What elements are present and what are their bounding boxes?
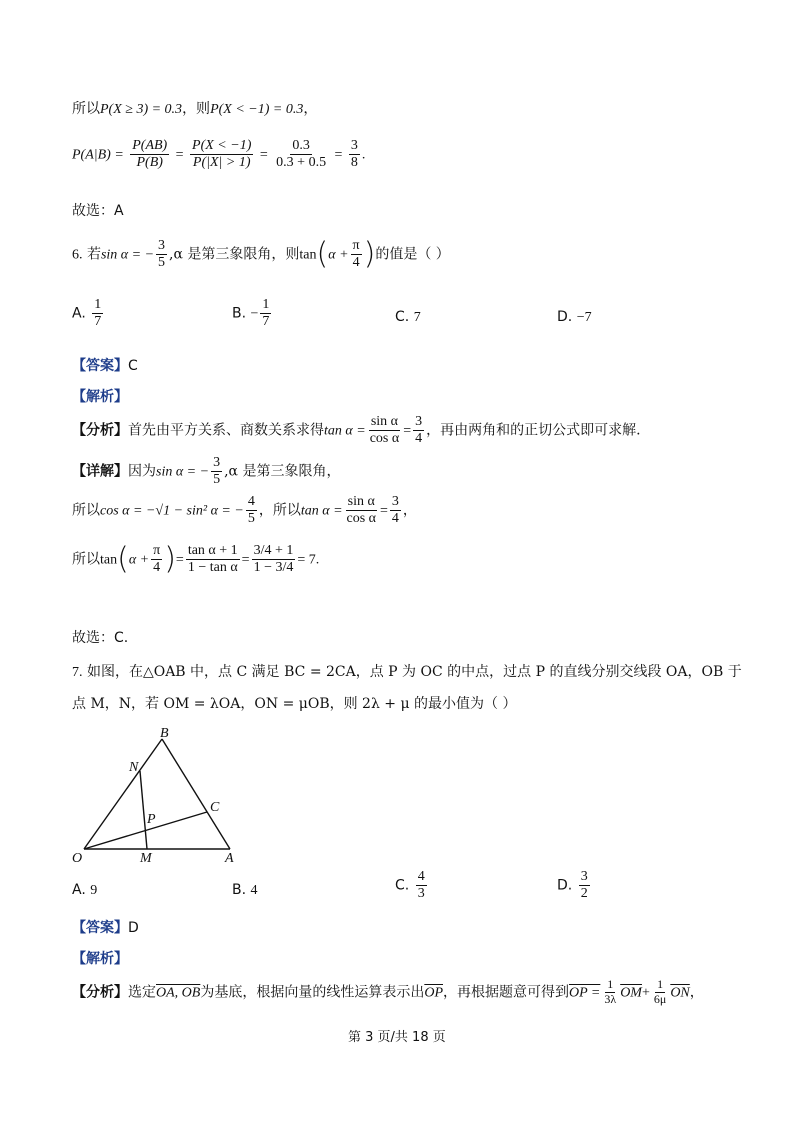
page-footer: 第 3 页/共 18 页 <box>348 1030 446 1045</box>
numerator: 1 <box>657 977 664 991</box>
q6-option-c <box>395 309 421 326</box>
fraction <box>186 543 240 576</box>
numerator: 3 <box>579 869 590 886</box>
math: tan α = <box>324 423 366 439</box>
text: 选定 <box>128 984 156 1001</box>
q7-stem-line2 <box>72 693 516 713</box>
text: 所以 <box>72 101 100 117</box>
compound-fraction <box>252 543 296 576</box>
side-ob <box>84 739 162 849</box>
fraction <box>349 138 360 171</box>
label-a: A <box>225 851 234 865</box>
q6-option-a <box>72 297 105 330</box>
numerator: sin α <box>369 414 400 431</box>
q6-fenxi: 【分析】首先由平方关系、商数关系求得tan α = $\frac{\text{sin α}}{\text{cos α}}$ = $\frac{3}{4}$ ，再由两角和的正切公式即可求解. <box>72 414 641 447</box>
denominator: 5 <box>158 255 166 271</box>
math: tan <box>299 247 317 263</box>
q7-option-d <box>557 869 592 902</box>
answer-tag: 【答案】 <box>72 358 128 374</box>
numerator: π <box>151 543 162 560</box>
label-m: M <box>140 851 152 865</box>
fraction <box>151 543 162 576</box>
fraction <box>368 414 402 447</box>
denominator: 4 <box>391 511 399 527</box>
vector: $\overline{OP}$ <box>424 985 443 1001</box>
fenxi-tag: 【分析】 <box>72 422 128 439</box>
denominator: 4 <box>352 255 360 271</box>
denominator: 6μ <box>653 991 667 1006</box>
fraction <box>579 869 590 902</box>
prev-solution-line1 <box>72 98 317 118</box>
label-p: P <box>147 812 156 827</box>
q7-option-b <box>232 882 258 899</box>
prev-solution-line2: P(A|B) = $\frac{P(AB)}{P(B)}$ = $\frac{P(X < -1)}{P(|X| > 1)}$ = $\frac{0.3}{0.3 + 0.5}$ = $\frac{3}{8}$ . <box>72 138 366 171</box>
math: sin α = − <box>100 247 155 263</box>
q6-option-b <box>232 297 273 330</box>
math: sin α = − <box>156 464 210 480</box>
text: ，再根据题意可得到 <box>443 984 569 1001</box>
q6-analysis-tag: 【解析】 <box>72 389 128 405</box>
fraction <box>351 238 362 271</box>
q6-choice-line: 故选：C. <box>72 630 129 646</box>
numerator: 0.3 <box>290 138 312 155</box>
q6-xiangjie-line2: 所以cos α = −√1 − sin² α = − $\frac{4}{5}$ ，所以tan α = $\frac{\text{sin α}}{\text{cos α}}$ = $\frac{3}{4}$ ， <box>72 494 417 527</box>
math: P(X ≥ 3) = 0.3 <box>100 102 183 117</box>
option-value: 4 <box>250 883 258 898</box>
q6-option-d <box>557 309 592 326</box>
denominator: 5 <box>213 472 221 488</box>
text: 如图，在△OAB 中，点 C 满足 BC = 2CA，点 P 为 OC 的中点，过点 P 的直线分别交线段 OA，OB 于 <box>86 664 742 680</box>
text: ，所以 <box>258 502 301 519</box>
math: P(A|B) = <box>72 147 124 163</box>
text: ,α 是第三象限角， <box>224 463 341 480</box>
sign: − <box>250 306 259 322</box>
fraction <box>92 297 103 330</box>
option-label: D. <box>557 877 573 894</box>
option-label: B. <box>232 305 247 322</box>
text: 因为 <box>128 463 156 480</box>
numerator: 1 <box>92 297 103 314</box>
math: α + <box>128 552 150 568</box>
answer-tag: 【答案】 <box>72 920 128 936</box>
numerator: π <box>351 238 362 255</box>
fraction <box>416 869 427 902</box>
answer-value: D <box>128 920 139 936</box>
numerator: 3 <box>413 414 424 431</box>
denominator: 1 − 3/4 <box>253 560 294 576</box>
text: 为基底，根据向量的线性运算表示出 <box>200 984 425 1001</box>
denominator: 3λ <box>604 991 617 1006</box>
denominator: 4 <box>415 431 423 447</box>
denominator: 3 <box>417 886 425 902</box>
math: P(X < −1) = 0.3 <box>210 102 304 117</box>
vector: $\overline{OM}$ <box>620 985 642 1001</box>
fenxi-tag: 【分析】 <box>72 984 128 1001</box>
numerator: 1 <box>260 297 271 314</box>
q6-xiangjie-line3: 所以tan(α + $\frac{\pi}{4}$ )= $\frac{\text{tan α + 1}}{\text{1 − tan α}}$ = $\frac{3/4 + 1}{1 - 3/4}$ = 7. <box>72 541 320 577</box>
numerator: tan α + 1 <box>186 543 240 560</box>
text: 首先由平方关系、商数关系求得 <box>128 422 324 439</box>
denominator: P(B) <box>136 155 163 171</box>
denominator: 1 − tan α <box>187 560 238 576</box>
segment-nm <box>140 771 147 849</box>
question-number: 7. <box>72 665 83 680</box>
option-value: −7 <box>576 310 592 325</box>
denominator: 5 <box>247 511 255 527</box>
option-label: C. <box>395 877 410 894</box>
option-label: A. <box>72 305 86 322</box>
q7-stem-line1 <box>72 661 742 681</box>
fraction <box>274 138 328 171</box>
q7-analysis-tag: 【解析】 <box>72 951 128 967</box>
numerator: 3 <box>156 238 167 255</box>
label-c: C <box>210 800 220 815</box>
q6-stem: 6. 若sin α = − $\frac{3}{5}$ ,α 是第三象限角，则tan(α + $\frac{\pi}{4}$ )的值是（ ） <box>72 236 450 272</box>
option-label: C. <box>395 309 410 325</box>
q7-option-a <box>72 882 97 899</box>
numerator: 3 <box>390 494 401 511</box>
fraction <box>652 978 668 1007</box>
vector: OA, OB <box>156 985 201 1001</box>
fraction <box>602 978 618 1007</box>
denominator: 2 <box>580 886 588 902</box>
text: ， <box>303 101 318 117</box>
answer-value: C <box>128 358 138 374</box>
prev-answer-line: 故选：A <box>72 203 124 219</box>
option-value: 7 <box>413 310 421 325</box>
numerator: 3 <box>349 138 360 155</box>
math: cos α = −√1 − sin² α = − <box>100 503 244 519</box>
denominator: cos α <box>369 431 400 447</box>
question-number: 6. <box>72 247 83 263</box>
q7-triangle-figure <box>70 725 250 865</box>
fraction <box>260 297 271 330</box>
denominator: 7 <box>94 314 102 330</box>
text: 的值是（ ） <box>375 246 450 263</box>
math: tan α = <box>300 503 343 519</box>
fraction <box>413 414 424 447</box>
text: ，则 <box>182 101 211 117</box>
text: 所以 <box>72 502 100 519</box>
option-label: B. <box>232 882 247 898</box>
numerator: 3/4 + 1 <box>252 543 296 560</box>
numerator: 4 <box>246 494 257 511</box>
side-ba <box>162 739 230 849</box>
fraction <box>156 238 167 271</box>
text: 若 <box>86 246 101 263</box>
q6-answer <box>72 355 138 375</box>
numerator: P(X < −1) <box>190 138 253 155</box>
option-value: 9 <box>90 883 98 898</box>
label-n: N <box>129 760 139 775</box>
denominator: P(|X| > 1) <box>192 155 251 171</box>
denominator: cos α <box>346 511 377 527</box>
denominator: 7 <box>262 314 270 330</box>
math: tan <box>100 552 118 568</box>
numerator: sin α <box>346 494 377 511</box>
denominator: 0.3 + 0.5 <box>276 155 327 171</box>
vector: $\overline{ON}$ <box>670 985 690 1001</box>
q7-answer <box>72 917 139 937</box>
text: ， <box>689 984 704 1001</box>
text: ,α 是第三象限角，则 <box>169 246 300 263</box>
numerator: 4 <box>416 869 427 886</box>
q6-xiangjie-line1 <box>72 455 340 488</box>
result: = 7. <box>297 552 320 568</box>
label-b: B <box>160 726 169 741</box>
option-label: D. <box>557 309 573 325</box>
text: ，再由两角和的正切公式即可求解. <box>426 422 641 439</box>
math: α + <box>328 247 349 263</box>
text: 点 M，N，若 OM = λOA，ON = μOB，则 2λ + μ 的最小值为（ ） <box>72 696 517 712</box>
q7-option-c <box>395 869 429 902</box>
option-label: A. <box>72 882 86 898</box>
denominator: 4 <box>153 560 161 576</box>
label-o: O <box>72 851 83 865</box>
fraction <box>345 494 379 527</box>
numerator: P(AB) <box>130 138 169 155</box>
text: ， <box>402 502 417 519</box>
fraction <box>190 138 253 171</box>
fraction <box>246 494 257 527</box>
q7-fenxi: 【分析】选定OA, OB为基底，根据向量的线性运算表示出$\overline{OP}$，再根据题意可得到OP = $\frac{1}{3\lambda}$ $\overline{OM}+$ $\frac{1}{6\mu}$ $\overline{ON}$， <box>72 977 704 1006</box>
numerator: 3 <box>211 455 222 472</box>
numerator: 1 <box>607 977 614 991</box>
denominator: 8 <box>350 155 358 171</box>
vector: OP = <box>569 985 601 1001</box>
fraction <box>390 494 401 527</box>
xiangjie-tag: 【详解】 <box>72 463 128 480</box>
text: 所以 <box>72 551 100 568</box>
fraction <box>130 138 169 171</box>
fraction <box>211 455 222 488</box>
